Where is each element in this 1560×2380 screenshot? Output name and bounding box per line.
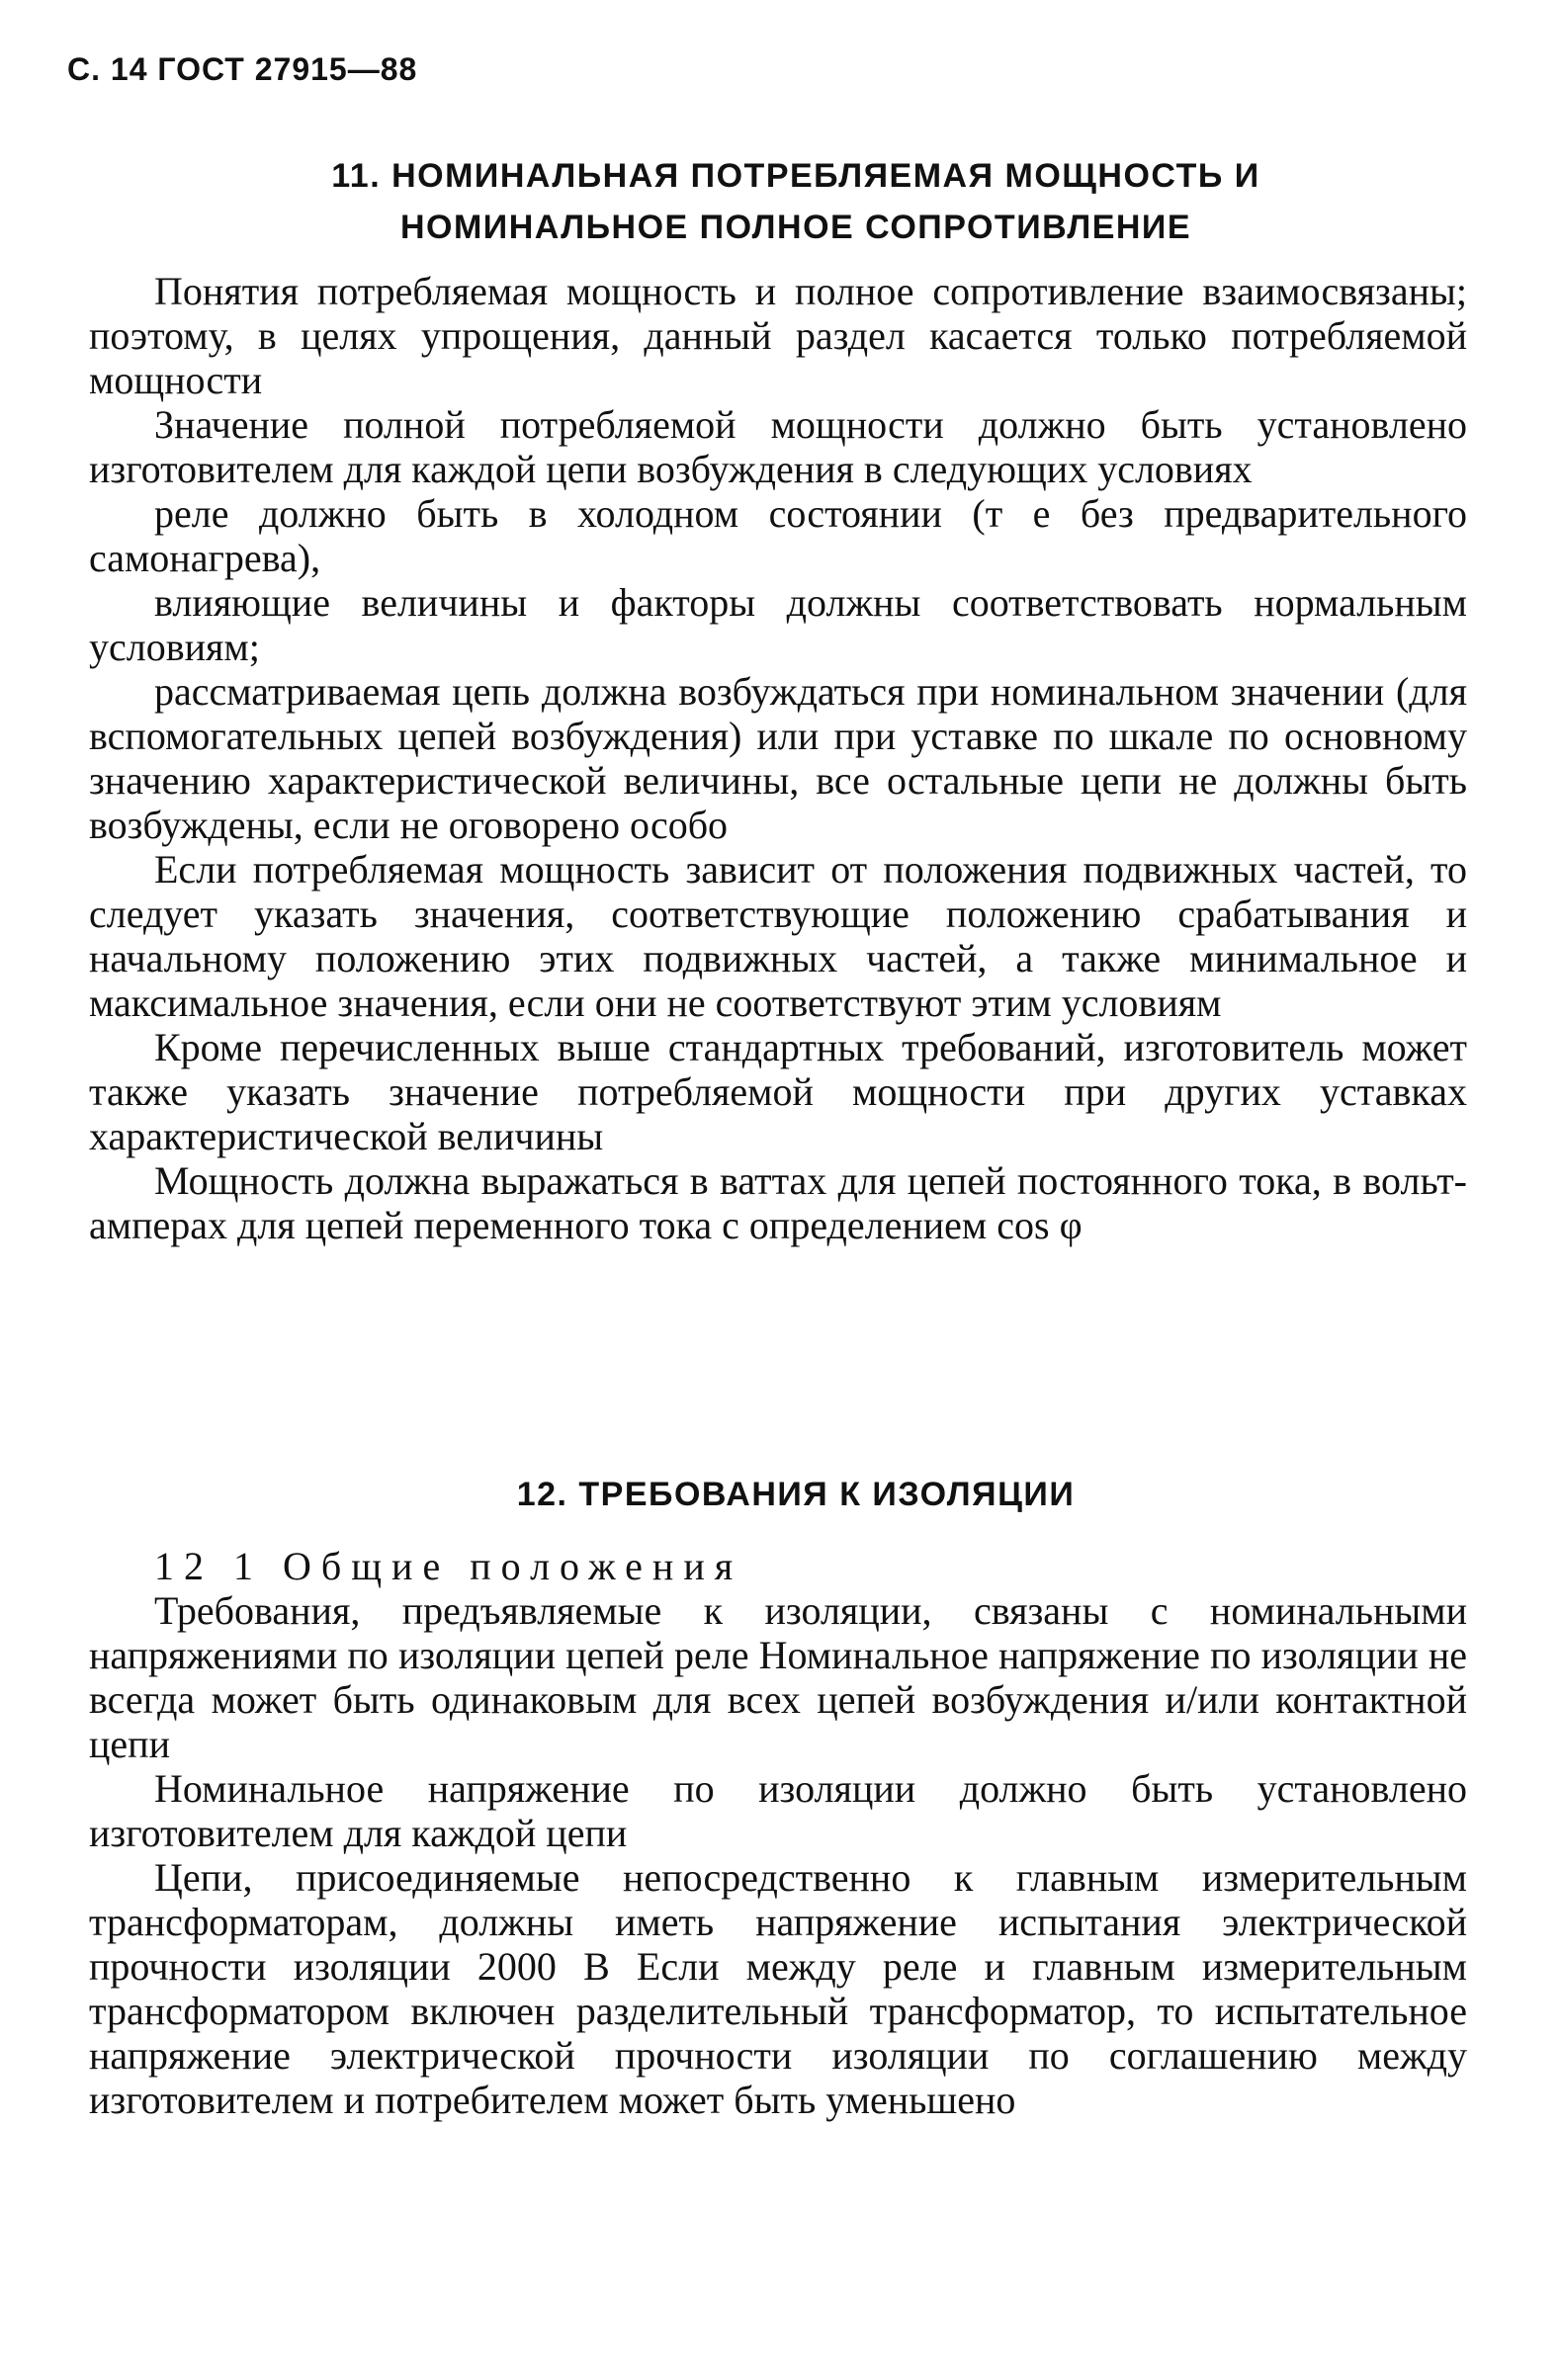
section-11-paragraph: Понятия потребляемая мощность и полное сопротивление взаимосвязаны; поэтому, в целях упрощения, данный раздел касается только потребляемой мощности (89, 269, 1467, 402)
section-12-paragraph: Номинальное напряжение по изоляции должно быть установлено изготовителем для каждой цепи (89, 1766, 1467, 1855)
section-11-title-line-2: НОМИНАЛЬНОЕ ПОЛНОЕ СОПРОТИВЛЕНИЕ (399, 209, 1192, 246)
section-11-paragraph: влияющие величины и факторы должны соответствовать нормальным условиям; (89, 580, 1467, 669)
section-11-paragraph: рассматриваемая цепь должна возбуждаться при номинальном значении (для вспомогательных цепей возбуждения) или при уставке по шкале по основному значению характеристической величины, все остальные цепи не должны быть возбуждены, если не оговорено особо (89, 669, 1467, 847)
section-11-title-line-1: 11. НОМИНАЛЬНАЯ ПОТРЕБЛЯЕМАЯ МОЩНОСТЬ И (331, 157, 1260, 195)
subsection-12-1-heading: 12 1 Общие положения (154, 1544, 743, 1588)
section-12-body (89, 1544, 1467, 2122)
section-12-paragraph: Требования, предъявляемые к изоляции, связаны с номинальными напряжениями по изоляции цепей реле Номинальное напряжение по изоляции не всегда может быть одинаковым для всех цепей возбуждения и/или контактной цепи (89, 1588, 1467, 1766)
section-11-title (158, 150, 1433, 253)
section-11-paragraph: Кроме перечисленных выше стандартных требований, изготовитель может также указать значение потребляемой мощности при других уставках характеристической величины (89, 1025, 1467, 1158)
section-11-paragraph: Значение полной потребляемой мощности должно быть установлено изготовителем для каждой цепи возбуждения в следующих условиях (89, 402, 1467, 491)
section-11-paragraph: Если потребляемая мощность зависит от положения подвижных частей, то следует указать значения, соответствующие положению срабатывания и начальному положению этих подвижных частей, а также минимальное и максимальное значения, если они не соответствуют этим условиям (89, 847, 1467, 1025)
section-11-paragraph: реле должно быть в холодном состоянии (т е без предварительного самонагрева), (89, 491, 1467, 580)
section-12-title: 12. ТРЕБОВАНИЯ К ИЗОЛЯЦИИ (516, 1476, 1076, 1513)
section-11-paragraph: Мощность должна выражаться в ваттах для цепей постоянного тока, в вольт-амперах для цепей переменного тока с определением cos φ (89, 1158, 1467, 1247)
section-12-paragraph: Цепи, присоединяемые непосредственно к главным измерительным трансформаторам, должны иметь напряжение испытания электрической прочности изоляции 2000 В Если между реле и главным измерительным трансформатором включен разделительный трансформатор, то испытательное напряжение электрической прочности изоляции по соглашению между изготовителем и потребителем может быть уменьшено (89, 1855, 1467, 2122)
running-head: С. 14 ГОСТ 27915—88 (67, 51, 418, 87)
section-11-body (89, 269, 1467, 1247)
